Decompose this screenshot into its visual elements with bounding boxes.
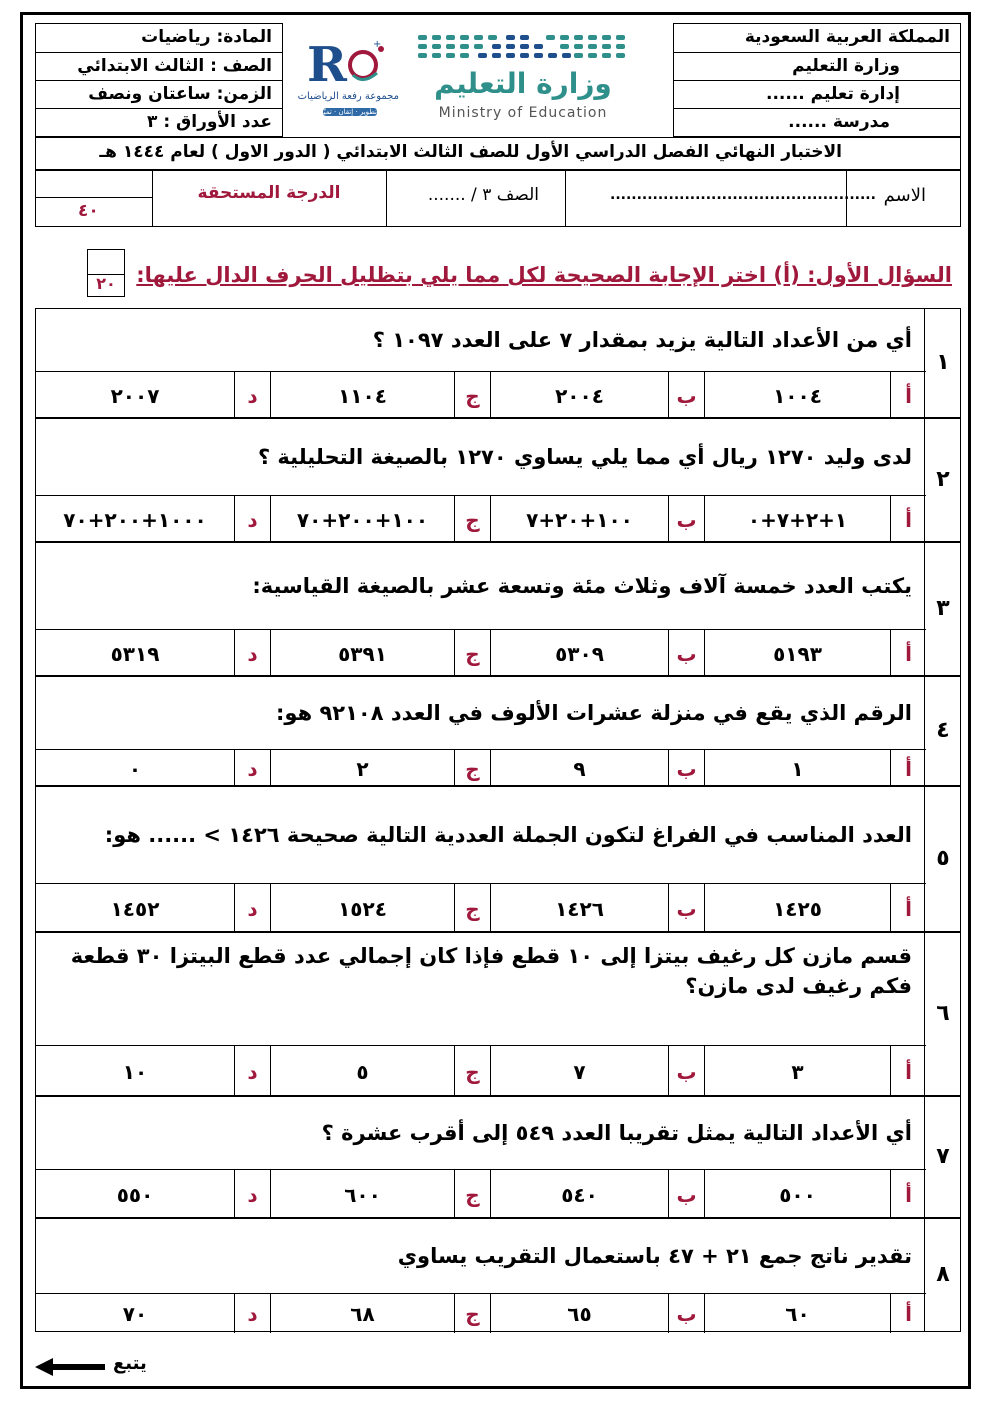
option-letter: ج: [465, 507, 480, 532]
class-label[interactable]: الصف ٣ / .......: [427, 185, 539, 205]
option-value: ١٥٢٤: [338, 896, 387, 921]
school-label: مدرسة ......: [788, 112, 890, 132]
question-block: [35, 1096, 961, 1218]
option-value: ٥٣٩١: [338, 641, 387, 666]
option-value-cell[interactable]: [270, 1294, 454, 1333]
option-value-cell[interactable]: [270, 1170, 454, 1219]
option-letter-cell[interactable]: [890, 1046, 926, 1097]
option-letter: د: [247, 641, 258, 666]
option-value: ٧٠: [122, 1301, 148, 1326]
continue-arrow: [35, 1351, 155, 1381]
option-letter-cell[interactable]: [454, 884, 490, 933]
svg-text:+: +: [373, 39, 382, 50]
option-letter-cell[interactable]: [234, 750, 270, 787]
question-block: [35, 1218, 961, 1332]
question-number: ٨: [936, 1262, 950, 1287]
option-letter: ب: [676, 1059, 697, 1084]
math-group-logo: [297, 35, 399, 127]
option-value: ٥٠٠: [779, 1182, 816, 1207]
option-value: ٠: [128, 756, 142, 781]
option-letter: أ: [905, 1301, 912, 1326]
option-value-cell[interactable]: [270, 496, 454, 543]
question-text: أي الأعداد التالية يمثل تقريبا العدد ٥٤٩ إلى أقرب عشرة ؟: [321, 1121, 912, 1145]
question-number-cell: [924, 309, 960, 417]
question-number-cell: [924, 543, 960, 675]
option-letter-cell[interactable]: [668, 1170, 704, 1219]
option-letter: ب: [676, 1301, 697, 1326]
subject-label: المادة: رياضيات: [36, 24, 282, 53]
question-block: [35, 308, 961, 418]
option-value-cell[interactable]: [270, 1046, 454, 1097]
option-letter-cell[interactable]: [890, 884, 926, 933]
arrow-left-icon: [35, 1357, 107, 1377]
option-value: ١٤٥٢: [110, 896, 160, 921]
option-letter: ب: [676, 756, 697, 781]
question-block: [35, 932, 961, 1096]
kingdom-label: المملكة العربية السعودية: [674, 24, 960, 53]
option-value: ٥: [356, 1059, 369, 1084]
option-value-cell[interactable]: [490, 1046, 668, 1097]
option-value-cell[interactable]: [490, 1294, 668, 1333]
exam-title: الاختبار النهائي الفصل الدراسي الأول للصف الثالث الابتدائي ( الدور الاول ) لعام ١٤٤٤ هـ: [99, 142, 842, 162]
option-letter: أ: [905, 507, 912, 532]
question-number: ١: [936, 350, 950, 375]
option-letter-cell[interactable]: [890, 750, 926, 787]
option-value: ١٤٢٦: [555, 896, 604, 921]
directorate-label: إدارة تعليم ......: [674, 81, 960, 109]
option-value-cell[interactable]: [704, 1170, 890, 1219]
option-letter: ب: [676, 641, 697, 666]
option-value: ١٠٠٠+٢٠٠+٧٠: [63, 507, 207, 532]
r-letter-logo-icon: [301, 35, 399, 91]
option-letter: أ: [905, 1059, 912, 1084]
option-value-cell[interactable]: [704, 372, 890, 419]
ministry-logo-english: Ministry of Education: [438, 105, 608, 121]
options-row: [36, 749, 926, 787]
option-letter-cell[interactable]: [890, 1294, 926, 1333]
option-letter-cell[interactable]: [234, 1294, 270, 1333]
option-letter: أ: [905, 1182, 912, 1207]
option-letter: ج: [465, 641, 480, 666]
option-value: ٥٣٠٩: [555, 641, 604, 666]
option-value-cell[interactable]: [704, 1046, 890, 1097]
question-text: يكتب العدد خمسة آلاف وثلاث مئة وتسعة عشر بالصيغة القياسية:: [252, 574, 912, 598]
option-letter: أ: [905, 896, 912, 921]
options-row: [36, 1045, 926, 1097]
question-number-cell: [924, 1097, 960, 1217]
option-letter-cell[interactable]: [234, 496, 270, 543]
option-value: ٦٠٠: [344, 1182, 381, 1207]
option-letter-cell[interactable]: [668, 496, 704, 543]
question-number: ٢: [936, 467, 950, 492]
option-letter: د: [247, 1182, 258, 1207]
option-value: ٥٣١٩: [110, 641, 160, 666]
option-value-cell[interactable]: [490, 372, 668, 419]
option-value: ٢٠٠٧: [110, 383, 160, 408]
option-letter-cell[interactable]: [890, 372, 926, 419]
header-left-box: [35, 23, 283, 137]
option-value: ١٠٠+٢٠٠+٧٠: [296, 507, 429, 532]
option-value: ٥٥٠: [116, 1182, 154, 1207]
option-letter-cell[interactable]: [890, 630, 926, 677]
question-number: ٦: [936, 1001, 950, 1026]
options-row: [36, 495, 926, 543]
options-row: [36, 629, 926, 677]
option-value-cell[interactable]: [36, 1046, 234, 1097]
option-value-cell[interactable]: [704, 884, 890, 933]
question-number: ٥: [936, 846, 950, 871]
exam-title-box: [35, 137, 961, 170]
option-letter: ب: [676, 896, 697, 921]
question-text: تقدير ناتج جمع ٢١ + ٤٧ باستعمال التقريب يساوي: [397, 1244, 912, 1268]
option-value: ٣: [791, 1059, 804, 1084]
option-letter: ج: [465, 383, 480, 408]
option-letter-cell[interactable]: [668, 372, 704, 419]
option-letter-cell[interactable]: [890, 1170, 926, 1219]
ministry-logo-arabic: وزارة التعليم: [434, 67, 612, 100]
option-value-cell[interactable]: [270, 884, 454, 933]
question-text: الرقم الذي يقع في منزلة عشرات الألوف في العدد ٩٢١٠٨ هو:: [276, 701, 912, 725]
option-letter: ج: [465, 896, 480, 921]
option-value-cell[interactable]: [36, 750, 234, 787]
duration-label: الزمن: ساعتان ونصف: [36, 81, 282, 109]
ministry-logo: [408, 29, 638, 129]
option-letter-cell[interactable]: [668, 884, 704, 933]
grade-box: [36, 171, 153, 226]
options-row: [36, 1169, 926, 1219]
option-letter-cell[interactable]: [668, 1294, 704, 1333]
option-value-cell[interactable]: [704, 496, 890, 543]
option-letter: ب: [676, 507, 697, 532]
question-text: أي من الأعداد التالية يزيد بمقدار ٧ على العدد ١٠٩٧ ؟: [372, 328, 912, 352]
option-letter: د: [247, 1059, 258, 1084]
option-letter-cell[interactable]: [454, 750, 490, 787]
math-group-subcaption: تطوير · إتقان · تميّز: [319, 108, 377, 116]
name-field[interactable]: ..................................................: [610, 187, 876, 203]
option-value-cell[interactable]: [490, 884, 668, 933]
option-value-cell[interactable]: [36, 372, 234, 419]
option-letter-cell[interactable]: [234, 630, 270, 677]
question-number: ٧: [936, 1144, 950, 1169]
svg-text:R: R: [307, 37, 347, 93]
exam-page: [20, 12, 971, 1389]
grade-label: الصف : الثالث الابتدائي: [36, 53, 282, 81]
ministry-label: وزارة التعليم: [674, 53, 960, 81]
option-letter: أ: [905, 756, 912, 781]
option-letter-cell[interactable]: [234, 884, 270, 933]
options-row: [36, 371, 926, 419]
option-value-cell[interactable]: [36, 1294, 234, 1333]
option-value: ٢٠٠٤: [555, 383, 604, 408]
option-value-cell[interactable]: [704, 750, 890, 787]
option-letter: ج: [465, 1059, 480, 1084]
option-value-cell[interactable]: [490, 750, 668, 787]
grade-box-divider: [36, 197, 152, 198]
option-letter: د: [247, 507, 258, 532]
option-value: ١٠٠٤: [773, 383, 822, 408]
option-value-cell[interactable]: [704, 630, 890, 677]
option-value-cell[interactable]: [36, 1170, 234, 1219]
question-number: ٣: [936, 596, 950, 621]
class-cell: [386, 171, 566, 226]
question-block: [35, 676, 961, 786]
option-letter-cell[interactable]: [668, 630, 704, 677]
header-right-box: [673, 23, 961, 137]
option-letter-cell[interactable]: [890, 496, 926, 543]
option-value: ٦٠: [785, 1301, 810, 1326]
ministry-dots-icon: [408, 29, 638, 69]
question-block: [35, 786, 961, 932]
info-row: [35, 170, 961, 227]
option-value: ٥١٩٣: [773, 641, 822, 666]
option-value: ١١٠٤: [338, 383, 387, 408]
option-letter-cell[interactable]: [234, 1170, 270, 1219]
question-block: [35, 418, 961, 542]
question-number: ٤: [936, 718, 950, 743]
questions-table: [35, 308, 961, 1332]
question-text: لدى وليد ١٢٧٠ ريال أي مما يلي يساوي ١٢٧٠ بالصيغة التحليلية ؟: [257, 445, 912, 469]
option-letter: ب: [676, 383, 697, 408]
option-value-cell[interactable]: [490, 630, 668, 677]
option-value: ١+٢+٧+٠: [747, 507, 848, 532]
option-value: ٥٤٠: [561, 1182, 598, 1207]
options-row: [36, 883, 926, 933]
option-letter: ب: [676, 1182, 697, 1207]
option-letter: ج: [465, 1301, 480, 1326]
option-value: ١: [791, 756, 804, 781]
option-value-cell[interactable]: [270, 750, 454, 787]
option-value-cell[interactable]: [704, 1294, 890, 1333]
question-number-cell: [924, 1219, 960, 1331]
option-letter-cell[interactable]: [234, 372, 270, 419]
option-letter: ج: [465, 1182, 480, 1207]
question-number-cell: [924, 677, 960, 785]
question-number-cell: [924, 933, 960, 1095]
pages-count-label: عدد الأوراق : ٣: [147, 112, 272, 132]
option-value: ٦٥: [567, 1301, 592, 1326]
continue-label: يتبع: [113, 1353, 147, 1374]
option-letter-cell[interactable]: [454, 630, 490, 677]
option-letter: د: [247, 756, 258, 781]
total-score: ٤٠: [78, 201, 99, 221]
question-text: العدد المناسب في الفراغ لتكون الجملة العددية التالية صحيحة ١٤٢٦ > ...... هو:: [104, 823, 912, 847]
section-title: السؤال الأول: (أ) اختر الإجابة الصحيحة لكل مما يلي بتظليل الحرف الدال عليها:: [136, 263, 952, 287]
option-value-cell[interactable]: [36, 496, 234, 543]
option-letter-cell[interactable]: [454, 1170, 490, 1219]
option-value: ١٤٢٥: [773, 896, 822, 921]
option-value-cell[interactable]: [36, 884, 234, 933]
question-text: قسم مازن كل رغيف بيتزا إلى ١٠ قطع فإذا كان إجمالي عدد قطع البيتزا ٣٠ قطعة فكم رغيف لدى مازن؟: [70, 944, 912, 998]
section-score-box: [87, 249, 125, 297]
question-block: [35, 542, 961, 676]
question-number-cell: [924, 419, 960, 541]
option-letter-cell[interactable]: [234, 1046, 270, 1097]
option-value: ٩: [573, 756, 586, 781]
option-value: ٦٨: [350, 1301, 375, 1326]
option-letter: د: [247, 1301, 258, 1326]
option-value-cell[interactable]: [36, 630, 234, 677]
option-value: ١٠٠+٢٠+٧: [526, 507, 633, 532]
math-group-caption: مجموعة رفعة الرياضيات: [297, 91, 399, 102]
option-letter: أ: [905, 383, 912, 408]
name-label: الاسم: [883, 185, 926, 206]
section-score: ٢٠: [96, 274, 116, 293]
option-letter-cell[interactable]: [668, 1046, 704, 1097]
option-letter: د: [247, 383, 258, 408]
option-letter: أ: [905, 641, 912, 666]
option-value-cell[interactable]: [490, 1170, 668, 1219]
option-letter-cell[interactable]: [454, 496, 490, 543]
grade-earned-label: الدرجة المستحقة: [197, 183, 341, 203]
option-letter-cell[interactable]: [668, 750, 704, 787]
option-value: ٧: [573, 1059, 586, 1084]
option-letter-cell[interactable]: [454, 1294, 490, 1333]
option-value-cell[interactable]: [270, 372, 454, 419]
option-value-cell[interactable]: [490, 496, 668, 543]
option-letter: د: [247, 896, 258, 921]
options-row: [36, 1293, 926, 1333]
option-letter-cell[interactable]: [454, 372, 490, 419]
option-letter-cell[interactable]: [454, 1046, 490, 1097]
question-number-cell: [924, 787, 960, 931]
option-value-cell[interactable]: [270, 630, 454, 677]
option-letter: ج: [465, 756, 480, 781]
option-value: ٢: [356, 756, 369, 781]
option-value: ١٠: [122, 1059, 148, 1084]
